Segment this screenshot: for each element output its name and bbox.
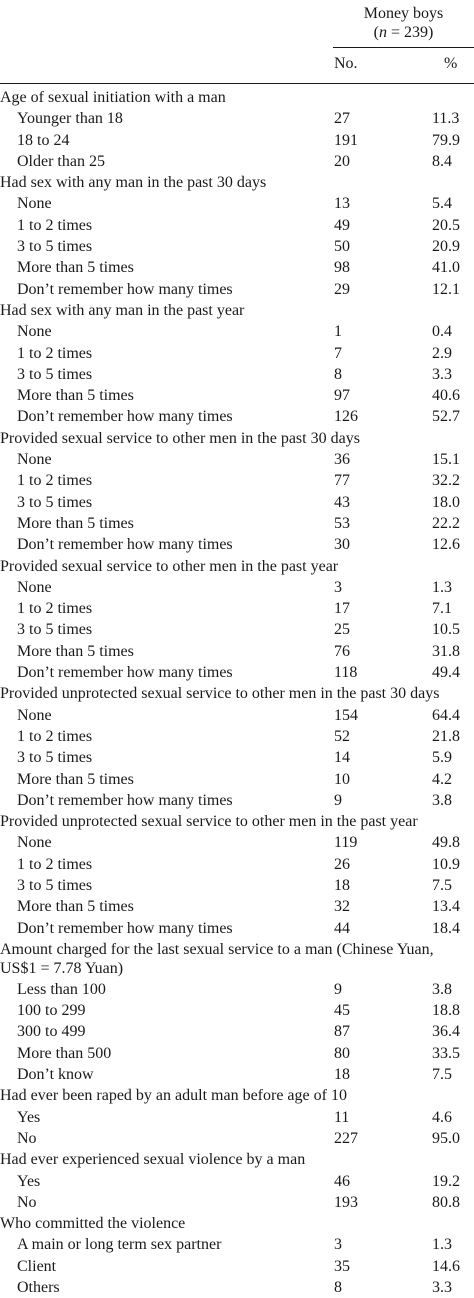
row-label: 1 to 2 times (17, 855, 93, 873)
percent-cell: 13.4 (432, 898, 460, 916)
count-cell: 46 (334, 1172, 350, 1190)
count-cell: 45 (334, 1002, 350, 1020)
column-header-no: No. (334, 55, 358, 72)
count-cell: 77 (334, 472, 350, 490)
section-label: Had sex with any man in the past year (0, 301, 245, 319)
count-cell: 52 (334, 727, 350, 745)
row-label: None (17, 323, 52, 341)
row-label: More than 5 times (17, 514, 134, 532)
count-cell: 30 (334, 536, 350, 554)
table-row (0, 641, 474, 662)
section-header-row (0, 172, 474, 193)
row-label: Client (17, 1257, 57, 1275)
table-row (0, 1043, 474, 1064)
count-cell: 8 (334, 365, 342, 383)
percent-cell: 41.0 (432, 259, 460, 277)
percent-cell: 4.6 (432, 1108, 452, 1126)
count-cell: 43 (334, 493, 350, 511)
table-row (0, 662, 474, 683)
section-header-row (0, 1149, 474, 1170)
percent-cell: 8.4 (432, 152, 452, 170)
section-header-row (0, 811, 474, 832)
section-label: Had ever experienced sexual violence by a man (0, 1151, 306, 1169)
row-label: 3 to 5 times (17, 493, 93, 511)
percent-cell: 32.2 (432, 472, 460, 490)
row-label: Don’t remember how many times (17, 536, 233, 554)
section-header-row (0, 939, 474, 979)
count-cell: 53 (334, 514, 350, 532)
section-label: Provided sexual service to other men in the past 30 days (0, 429, 360, 447)
percent-cell: 2.9 (432, 344, 452, 362)
column-header-percent: % (444, 55, 458, 72)
table-row (0, 470, 474, 491)
table-row (0, 1277, 474, 1298)
row-label: Don’t remember how many times (17, 664, 233, 682)
percent-cell: 49.8 (432, 834, 460, 852)
percent-cell: 11.3 (432, 110, 460, 128)
section-label: Had ever been raped by an adult man before age of 10 (0, 1087, 347, 1105)
table-row (0, 343, 474, 364)
count-cell: 7 (334, 344, 342, 362)
percent-cell: 10.9 (432, 855, 460, 873)
section-label: Age of sexual initiation with a man (0, 89, 226, 106)
percent-cell: 64.4 (432, 706, 460, 724)
row-label: 300 to 499 (17, 1023, 86, 1041)
group-label: Money boys (363, 5, 444, 22)
row-label: More than 5 times (17, 642, 134, 660)
section-header-row (0, 1085, 474, 1106)
row-label: None (17, 451, 52, 469)
row-label: 3 to 5 times (17, 365, 93, 383)
percent-cell: 49.4 (432, 664, 460, 682)
row-label: 3 to 5 times (17, 621, 93, 639)
count-cell: 3 (334, 578, 342, 596)
row-label: None (17, 706, 52, 724)
percent-cell: 40.6 (432, 387, 460, 405)
table-row (0, 257, 474, 278)
count-cell: 8 (334, 1279, 342, 1297)
table-row (0, 832, 474, 853)
row-label: Don’t remember how many times (17, 919, 233, 937)
row-label: 18 to 24 (17, 131, 70, 149)
count-cell: 50 (334, 238, 350, 256)
count-cell: 25 (334, 621, 350, 639)
count-cell: 227 (334, 1129, 358, 1147)
row-label: Don’t know (17, 1066, 94, 1084)
percent-cell: 79.9 (432, 131, 460, 149)
section-header-row (0, 87, 474, 108)
section-label: Provided unprotected sexual service to other men in the past year (0, 813, 418, 831)
table-row (0, 130, 474, 151)
percent-cell: 15.1 (432, 451, 460, 469)
section-header-row (0, 428, 474, 449)
count-cell: 11 (334, 1108, 350, 1126)
count-cell: 18 (334, 876, 350, 894)
row-label: None (17, 834, 52, 852)
count-cell: 18 (334, 1066, 350, 1084)
percent-cell: 3.3 (432, 1279, 452, 1297)
count-cell: 126 (334, 408, 358, 426)
row-label: No (17, 1193, 37, 1211)
count-cell: 26 (334, 855, 350, 873)
row-label: More than 5 times (17, 770, 134, 788)
table-row (0, 854, 474, 875)
percent-cell: 3.8 (432, 980, 452, 998)
row-label: More than 5 times (17, 387, 134, 405)
row-label: Younger than 18 (17, 110, 123, 128)
percent-cell: 18.4 (432, 919, 460, 937)
percent-cell: 0.4 (432, 323, 452, 341)
count-cell: 35 (334, 1257, 350, 1275)
table-row (0, 193, 474, 214)
percent-cell: 36.4 (432, 1023, 460, 1041)
count-cell: 119 (334, 834, 358, 852)
count-cell: 87 (334, 1023, 350, 1041)
table-row (0, 598, 474, 619)
table-row (0, 1234, 474, 1255)
group-underline (333, 47, 474, 48)
table-row (0, 619, 474, 640)
row-label: A main or long term sex partner (17, 1236, 222, 1254)
percent-cell: 1.3 (432, 1236, 452, 1254)
row-label: More than 5 times (17, 259, 134, 277)
table-row (0, 1171, 474, 1192)
count-cell: 118 (334, 664, 358, 682)
count-cell: 29 (334, 280, 350, 298)
table-row (0, 875, 474, 896)
count-cell: 20 (334, 152, 350, 170)
percent-cell: 3.3 (432, 365, 452, 383)
percent-cell: 80.8 (432, 1193, 460, 1211)
section-label: Amount charged for the last sexual service to a man (Chinese Yuan, US$1 = 7.78 Yuan) (0, 940, 434, 977)
percent-cell: 7.5 (432, 876, 452, 894)
table-row (0, 1192, 474, 1213)
table-row (0, 896, 474, 917)
table-row (0, 406, 474, 427)
percent-cell: 52.7 (432, 408, 460, 426)
section-header-row (0, 556, 474, 577)
count-cell: 3 (334, 1236, 342, 1254)
row-label: Don’t remember how many times (17, 408, 233, 426)
table-body (0, 87, 474, 1298)
table-row (0, 364, 474, 385)
table-row (0, 1064, 474, 1085)
percent-cell: 18.8 (432, 1002, 460, 1020)
table-row (0, 577, 474, 598)
table-row (0, 385, 474, 406)
table-row (0, 513, 474, 534)
percent-cell: 31.8 (432, 642, 460, 660)
table-row (0, 726, 474, 747)
table-row (0, 747, 474, 768)
percent-cell: 18.0 (432, 493, 460, 511)
table-row (0, 236, 474, 257)
section-label: Had sex with any man in the past 30 days (0, 174, 267, 192)
count-cell: 13 (334, 195, 350, 213)
row-label: Yes (17, 1172, 41, 1190)
percent-cell: 95.0 (432, 1129, 460, 1147)
table-row (0, 769, 474, 790)
count-cell: 80 (334, 1044, 350, 1062)
row-label: Don’t remember how many times (17, 280, 233, 298)
percent-cell: 12.6 (432, 536, 460, 554)
section-header-row (0, 1213, 474, 1234)
percent-cell: 7.5 (432, 1066, 452, 1084)
count-cell: 9 (334, 980, 342, 998)
row-label: None (17, 578, 52, 596)
row-label: Less than 100 (17, 980, 106, 998)
count-cell: 97 (334, 387, 350, 405)
section-label: Provided unprotected sexual service to other men in the past 30 days (0, 685, 440, 703)
section-label: Provided sexual service to other men in the past year (0, 557, 339, 575)
section-header-row (0, 683, 474, 704)
row-label: More than 500 (17, 1044, 112, 1062)
row-label: None (17, 195, 52, 213)
header-rule (0, 83, 474, 84)
percent-cell: 12.1 (432, 280, 460, 298)
percent-cell: 20.9 (432, 238, 460, 256)
table-row (0, 492, 474, 513)
percent-cell: 1.3 (432, 578, 452, 596)
count-cell: 27 (334, 110, 350, 128)
table-row (0, 534, 474, 555)
row-label: 3 to 5 times (17, 238, 93, 256)
row-label: 1 to 2 times (17, 727, 93, 745)
count-cell: 14 (334, 749, 350, 767)
group-header (333, 4, 474, 42)
section-header-row (0, 300, 474, 321)
table-row (0, 918, 474, 939)
row-label: More than 5 times (17, 898, 134, 916)
percent-cell: 5.9 (432, 749, 452, 767)
percent-cell: 7.1 (432, 600, 452, 618)
percent-cell: 4.2 (432, 770, 452, 788)
count-cell: 98 (334, 259, 350, 277)
percent-cell: 33.5 (432, 1044, 460, 1062)
row-label: Older than 25 (17, 152, 105, 170)
percent-cell: 22.2 (432, 514, 460, 532)
percent-cell: 3.8 (432, 791, 452, 809)
table-row (0, 1021, 474, 1042)
count-cell: 36 (334, 451, 350, 469)
row-label: 3 to 5 times (17, 749, 93, 767)
table-row (0, 1107, 474, 1128)
count-cell: 1 (334, 323, 342, 341)
count-cell: 9 (334, 791, 342, 809)
percent-cell: 19.2 (432, 1172, 460, 1190)
percent-cell: 10.5 (432, 621, 460, 639)
count-cell: 32 (334, 898, 350, 916)
row-label: 1 to 2 times (17, 472, 93, 490)
row-label: Don’t remember how many times (17, 791, 233, 809)
table-row (0, 1000, 474, 1021)
row-label: 1 to 2 times (17, 344, 93, 362)
table-row (0, 321, 474, 342)
table-header (0, 0, 474, 96)
sample-size-label: (n = 239) (373, 24, 434, 41)
table-row (0, 790, 474, 811)
percent-cell: 21.8 (432, 727, 460, 745)
table-row (0, 705, 474, 726)
row-label: Others (17, 1279, 60, 1297)
table-row (0, 151, 474, 172)
table-row (0, 279, 474, 300)
table-row (0, 449, 474, 470)
table-row (0, 1256, 474, 1277)
count-cell: 191 (334, 131, 358, 149)
section-label: Who committed the violence (0, 1215, 186, 1233)
table-row (0, 1128, 474, 1149)
count-cell: 10 (334, 770, 350, 788)
n-symbol: n (378, 24, 387, 41)
row-label: 100 to 299 (17, 1002, 86, 1020)
table-row (0, 108, 474, 129)
count-cell: 76 (334, 642, 350, 660)
percent-cell: 20.5 (432, 216, 460, 234)
table-row (0, 215, 474, 236)
percent-cell: 14.6 (432, 1257, 460, 1275)
row-label: 3 to 5 times (17, 876, 93, 894)
count-cell: 154 (334, 706, 358, 724)
row-label: No (17, 1129, 37, 1147)
row-label: 1 to 2 times (17, 600, 93, 618)
count-cell: 49 (334, 216, 350, 234)
row-label: 1 to 2 times (17, 216, 93, 234)
row-label: Yes (17, 1108, 41, 1126)
count-cell: 17 (334, 600, 350, 618)
percent-cell: 5.4 (432, 195, 452, 213)
count-cell: 193 (334, 1193, 358, 1211)
count-cell: 44 (334, 919, 350, 937)
table-row (0, 979, 474, 1000)
